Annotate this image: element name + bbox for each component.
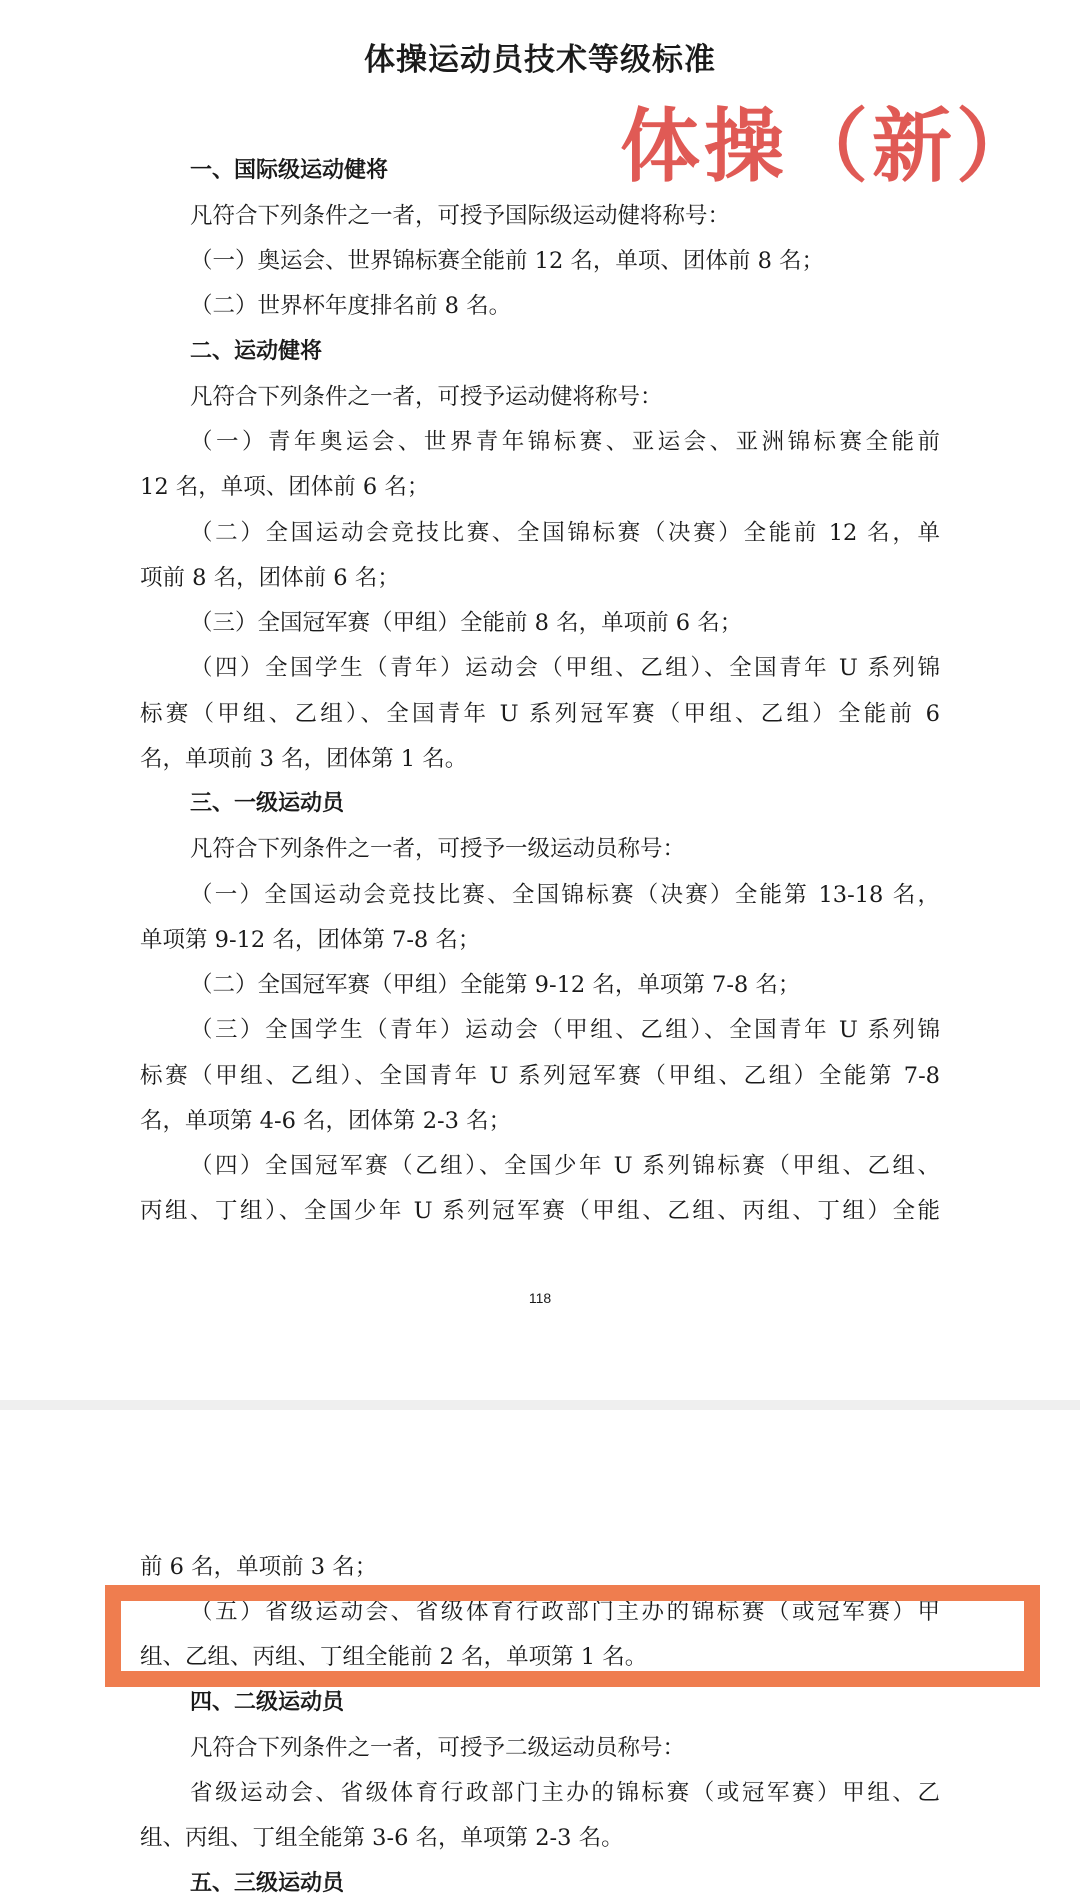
section-intro: 凡符合下列条件之一者，可授予二级运动员称号： bbox=[190, 1735, 686, 1761]
criteria-item-continued: 名，单项前 3 名，团体第 1 名。 bbox=[140, 746, 468, 772]
criteria-item-continued: 标赛（甲组、乙组）、全国青年 U 系列冠军赛（甲组、乙组）全能第 7-8 bbox=[140, 1063, 940, 1089]
criteria-item-continued: 项前 8 名，团体前 6 名； bbox=[140, 565, 400, 591]
page-number: 118 bbox=[528, 1290, 552, 1306]
section-intro: 凡符合下列条件之一者，可授予一级运动员称号： bbox=[190, 836, 686, 862]
criteria-item-continued: 名，单项第 4-6 名，团体第 2-3 名； bbox=[140, 1108, 512, 1134]
criteria-item-continued: 单项第 9-12 名，团体第 7-8 名； bbox=[140, 927, 481, 953]
section-heading-international-master: 一、国际级运动健将 bbox=[190, 158, 389, 183]
document-page-119 bbox=[0, 1410, 1080, 1899]
criteria-item: （二）全国冠军赛（甲组）全能第 9-12 名，单项第 7-8 名； bbox=[190, 972, 801, 998]
criteria-item-continued: 12 名，单项、团体前 6 名； bbox=[140, 474, 430, 500]
gymnastics-new-stamp: 体操（新） bbox=[620, 100, 1040, 193]
criteria-item: （三）全国学生（青年）运动会（甲组、乙组）、全国青年 U 系列锦 bbox=[190, 1017, 940, 1043]
criteria-item-highlighted-continued: 组、乙组、丙组、丁组全能前 2 名，单项第 1 名。 bbox=[140, 1644, 648, 1670]
criteria-item-continued: 标赛（甲组、乙组）、全国青年 U 系列冠军赛（甲组、乙组）全能前 6 bbox=[140, 701, 940, 727]
document-title: 体操运动员技术等级标准 bbox=[364, 42, 716, 78]
criteria-item: （四）全国冠军赛（乙组）、全国少年 U 系列锦标赛（甲组、乙组、 bbox=[190, 1153, 940, 1179]
section-heading-first-class: 三、一级运动员 bbox=[190, 791, 345, 816]
criteria-item-continued: 丙组、丁组）、全国少年 U 系列冠军赛（甲组、乙组、丙组、丁组）全能 bbox=[140, 1198, 940, 1224]
section-heading-second-class: 四、二级运动员 bbox=[190, 1690, 345, 1715]
criteria-item: （一）青年奥运会、世界青年锦标赛、亚运会、亚洲锦标赛全能前 bbox=[190, 429, 940, 455]
criteria-item-highlighted: （五）省级运动会、省级体育行政部门主办的锦标赛（或冠军赛）甲 bbox=[190, 1599, 940, 1625]
section-intro: 凡符合下列条件之一者，可授予国际级运动健将称号： bbox=[190, 203, 731, 229]
page-separator bbox=[0, 1400, 1080, 1410]
criteria-item: 省级运动会、省级体育行政部门主办的锦标赛（或冠军赛）甲组、乙 bbox=[190, 1780, 940, 1806]
criteria-item: （一）奥运会、世界锦标赛全能前 12 名，单项、团体前 8 名； bbox=[190, 248, 825, 274]
criteria-item: （三）全国冠军赛（甲组）全能前 8 名，单项前 6 名； bbox=[190, 610, 743, 636]
criteria-item: （一）全国运动会竞技比赛、全国锦标赛（决赛）全能第 13-18 名， bbox=[190, 882, 940, 908]
section-heading-third-class: 五、三级运动员 bbox=[190, 1871, 345, 1896]
criteria-item: （四）全国学生（青年）运动会（甲组、乙组）、全国青年 U 系列锦 bbox=[190, 655, 940, 681]
criteria-item-continued: 组、丙组、丁组全能第 3-6 名，单项第 2-3 名。 bbox=[140, 1825, 624, 1851]
criteria-item: （二）全国运动会竞技比赛、全国锦标赛（决赛）全能前 12 名，单 bbox=[190, 520, 940, 546]
section-intro: 凡符合下列条件之一者，可授予运动健将称号： bbox=[190, 384, 663, 410]
criteria-item: （二）世界杯年度排名前 8 名。 bbox=[190, 293, 512, 319]
section-heading-master: 二、运动健将 bbox=[190, 339, 323, 364]
criteria-item-continued: 前 6 名，单项前 3 名； bbox=[140, 1554, 378, 1580]
